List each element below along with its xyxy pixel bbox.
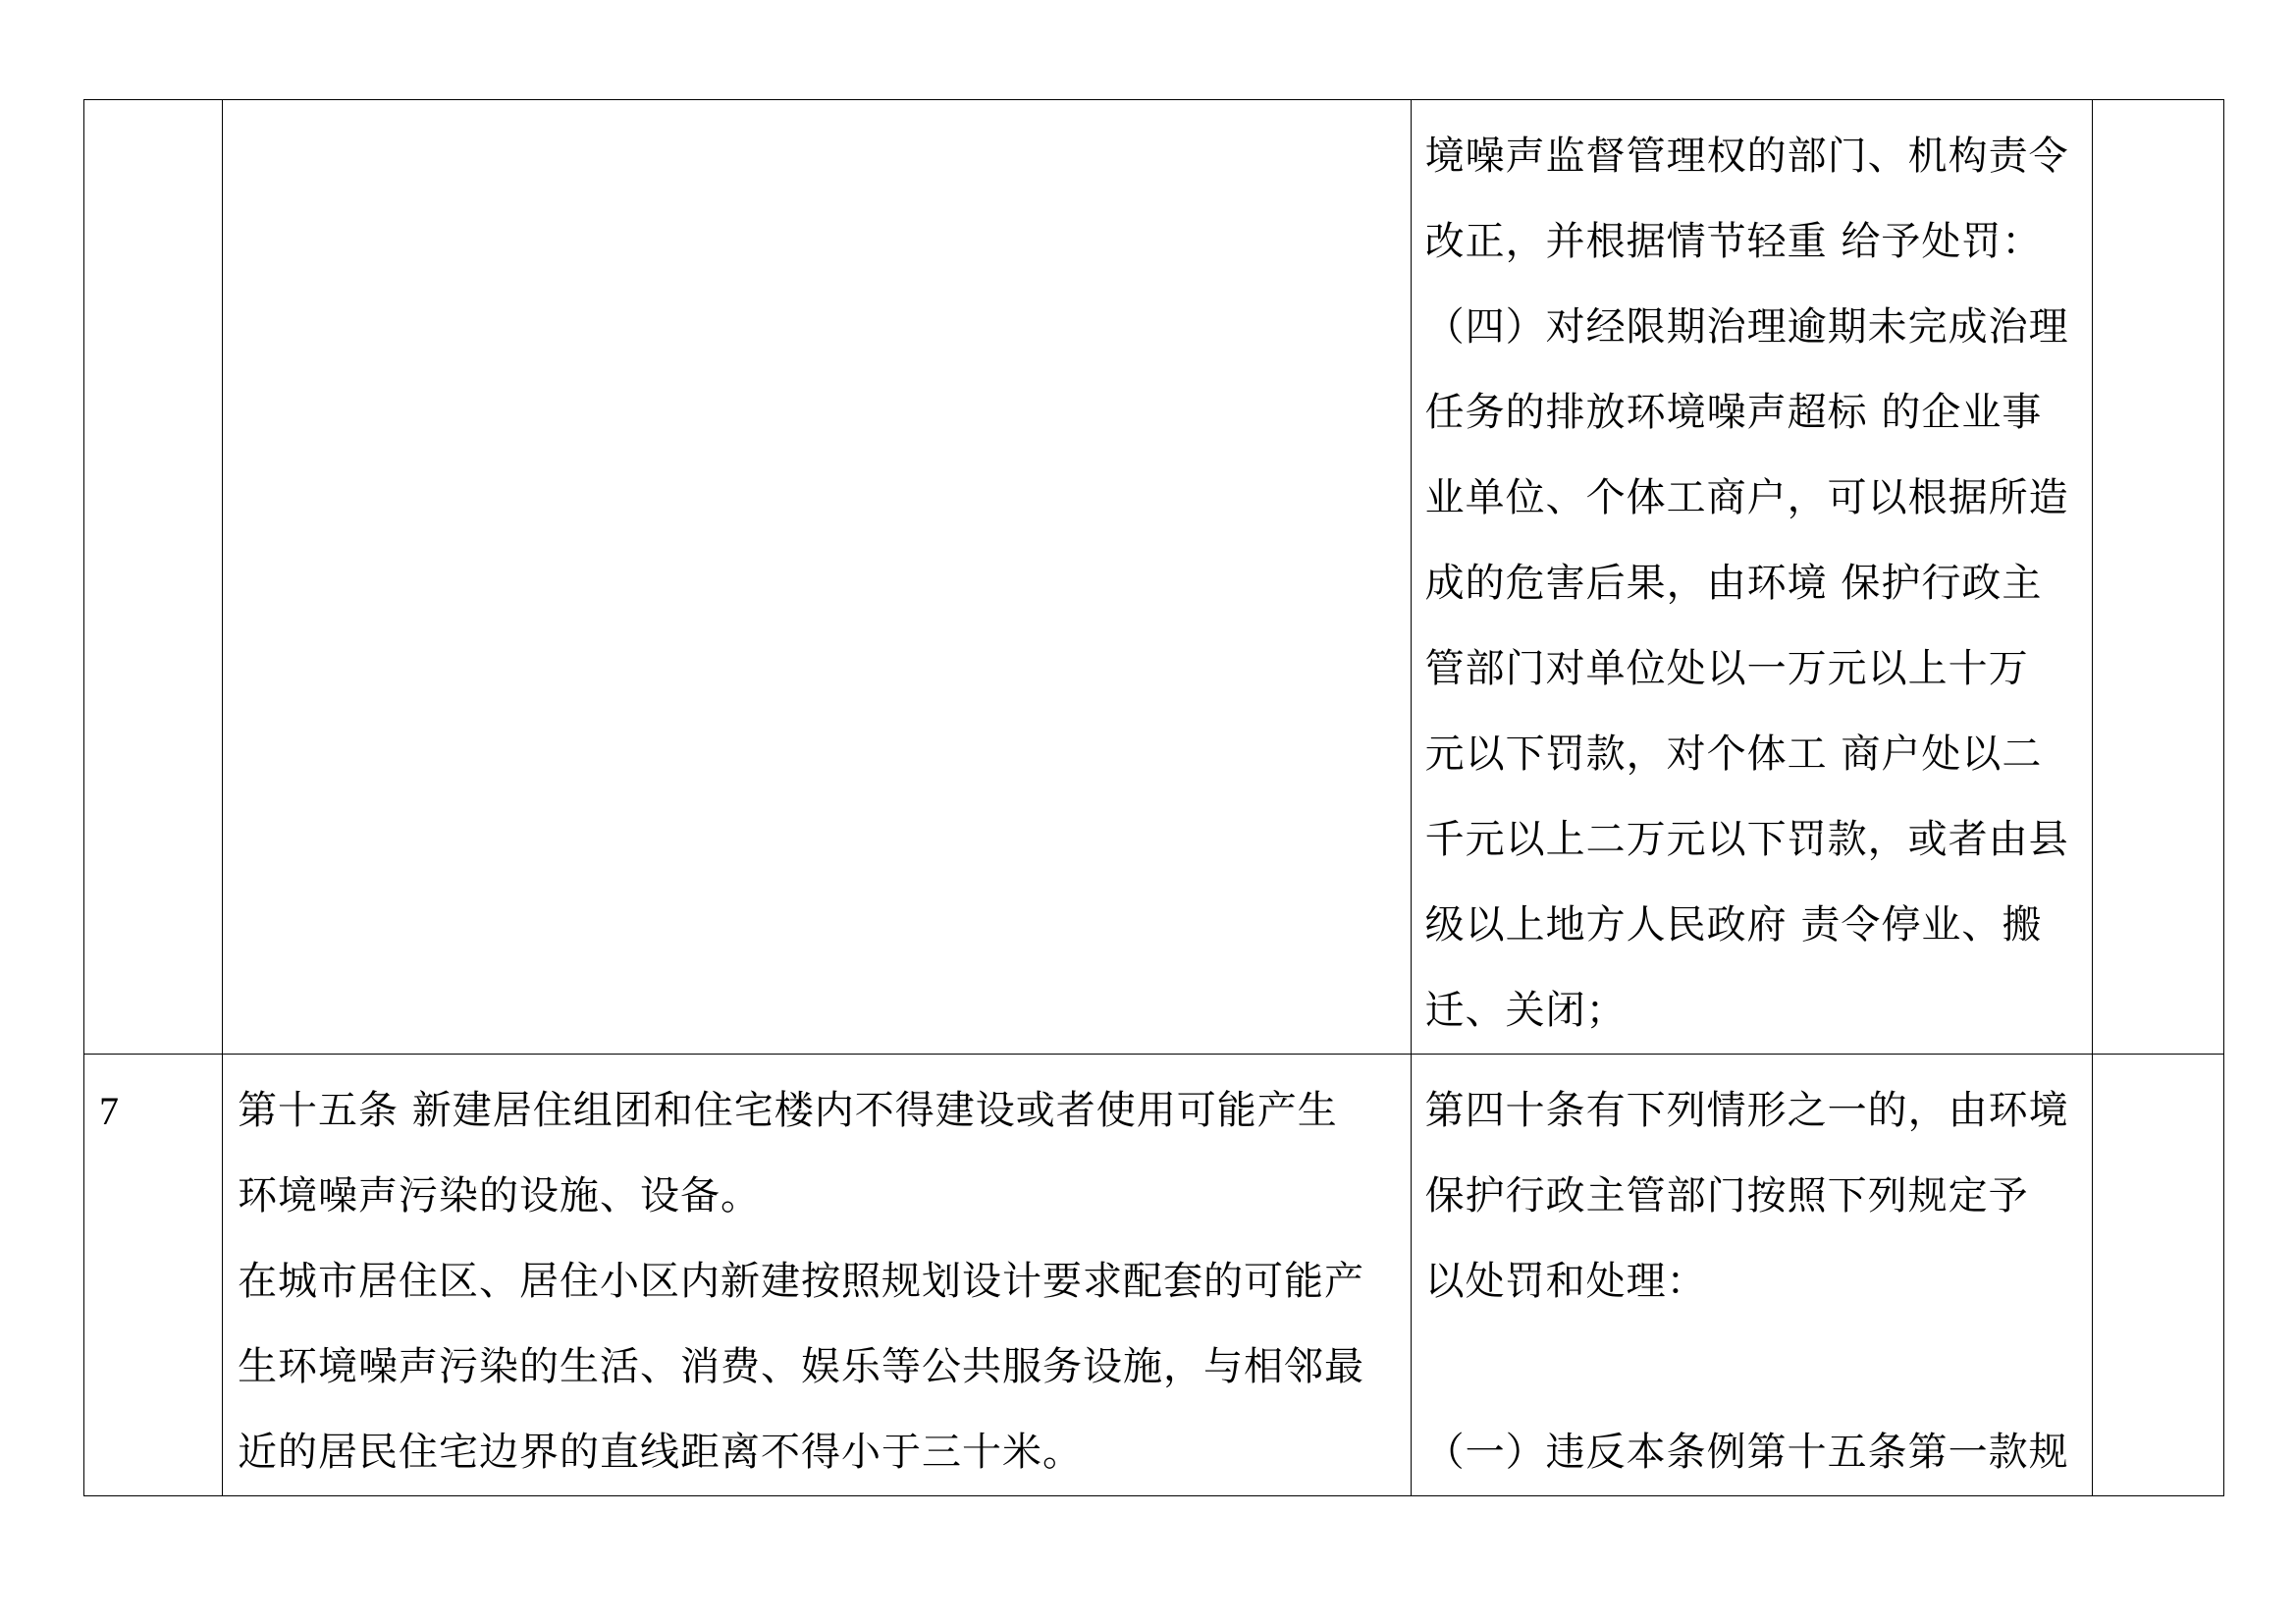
penalty-text: [1412, 1055, 2092, 1495]
table-row: [84, 100, 2224, 1055]
penalty-line: 迁、关闭；: [1424, 988, 1627, 1033]
provision-line: 生环境噪声污染的生活、消费、娱乐等公共服务设施，与相邻最: [238, 1344, 1365, 1389]
provision-text: [223, 1055, 1411, 1495]
row-number-cell: [84, 100, 223, 1055]
note-cell: [2092, 1055, 2223, 1496]
penalty-line: 境噪声监督管理权的部门、机构责令: [1424, 134, 2069, 179]
penalty-line: 第四十条有下列情形之一的，由环境: [1424, 1088, 2069, 1133]
penalty-line: （四）对经限期治理逾期未完成治理: [1424, 304, 2069, 350]
penalty-line: （一）违反本条例第十五条第一款规: [1424, 1430, 2069, 1475]
row-number-cell: [84, 1055, 223, 1496]
note-cell: [2092, 100, 2223, 1055]
penalty-line: 千元以上二万元以下罚款，或者由县: [1424, 817, 2069, 862]
table-row: [84, 1055, 2224, 1496]
row-number: 7: [99, 1089, 120, 1133]
penalty-line: 任务的排放环境噪声超标 的企业事: [1424, 390, 2043, 435]
penalty-line: 级以上地方人民政府 责令停业、搬: [1424, 902, 2043, 947]
penalty-line: 业单位、个体工商户，可以根据所造: [1424, 475, 2069, 520]
provision-cell: [223, 100, 1412, 1055]
row-number: [84, 100, 222, 114]
provision-line: 环境噪声污染的设施、设备。: [238, 1173, 762, 1218]
provision-line: 近的居民住宅边界的直线距离不得小于三十米。: [238, 1430, 1084, 1475]
penalty-line: 改正，并根据情节轻重 给予处罚：: [1424, 219, 2043, 264]
penalty-line: 元以下罚款，对个体工 商户处以二: [1424, 731, 2043, 777]
penalty-line: 保护行政主管部门按照下列规定予: [1424, 1173, 2029, 1218]
penalty-line: 以处罚和处理：: [1424, 1259, 1707, 1304]
paragraph-gap: [1425, 1325, 2092, 1410]
provision-line: 第十五条 新建居住组团和住宅楼内不得建设或者使用可能产生: [238, 1088, 1338, 1133]
provision-cell: [223, 1055, 1412, 1496]
penalty-line: 管部门对单位处以一万元以上十万: [1424, 646, 2029, 691]
penalty-cell: [1411, 1055, 2092, 1496]
penalty-line: 成的危害后果，由环境 保护行政主: [1424, 561, 2043, 606]
regulation-table: [83, 99, 2224, 1496]
penalty-text: [1412, 100, 2092, 1054]
provision-line: 在城市居住区、居住小区内新建按照规划设计要求配套的可能产: [238, 1259, 1365, 1304]
penalty-cell: [1411, 100, 2092, 1055]
